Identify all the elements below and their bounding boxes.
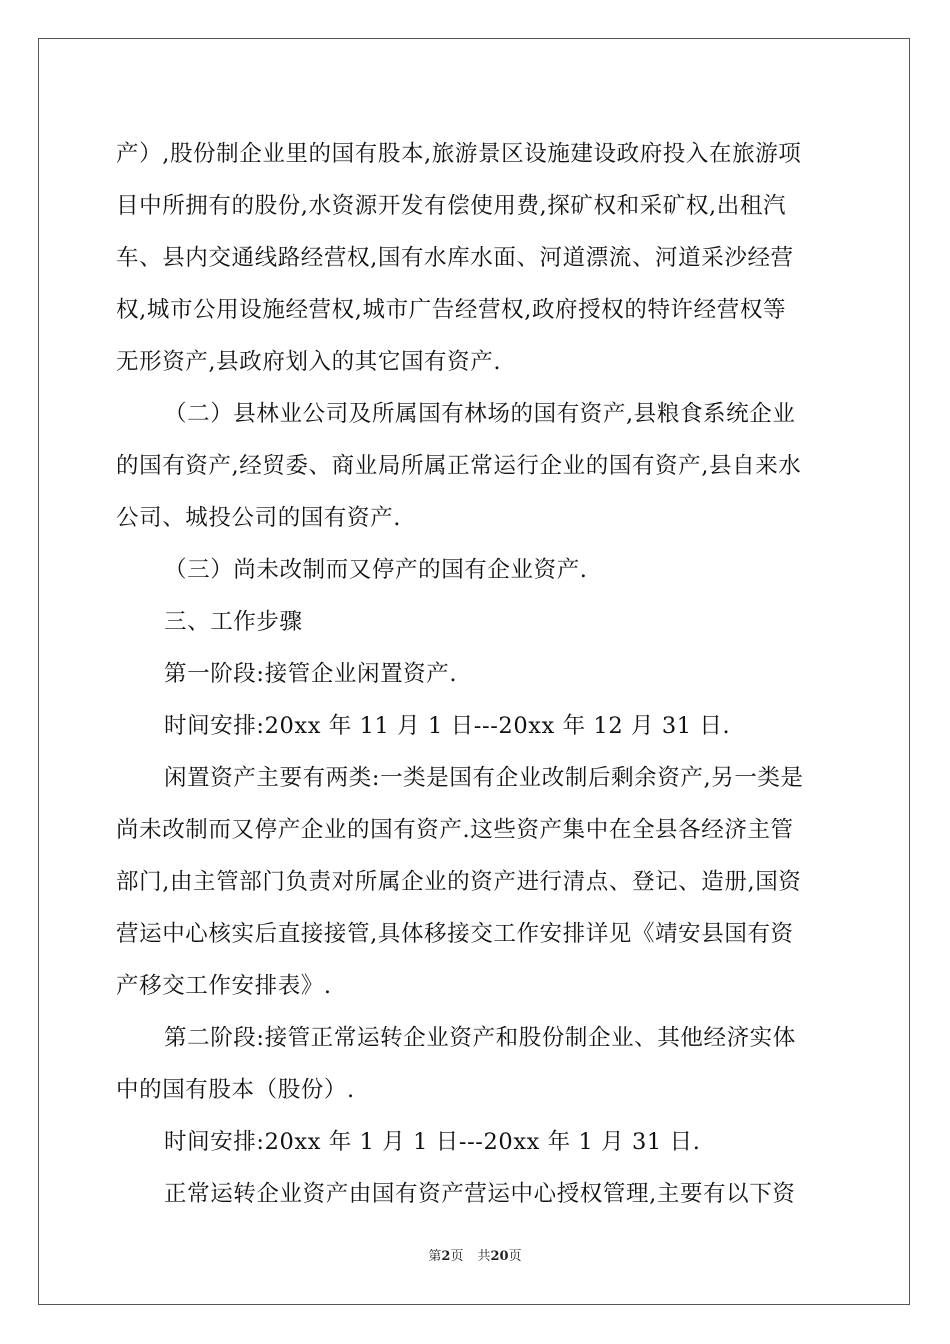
text-line: 部门,由主管部门负责对所属企业的资产进行清点、登记、造册,国资 xyxy=(116,869,802,895)
text-line: 产）,股份制企业里的国有股本,旅游景区设施建设政府投入在旅游项 xyxy=(116,141,802,167)
page-number-suffix: 页 xyxy=(450,1249,464,1264)
page-footer xyxy=(0,1247,950,1267)
text-line: 的国有资产,经贸委、商业局所属正常运行企业的国有资产,县自来水 xyxy=(116,453,802,479)
text-line: 营运中心核实后直接接管,具体移接交工作安排详见《靖安县国有资 xyxy=(116,921,794,947)
text-line: 车、县内交通线路经营权,国有水库水面、河道漂流、河道采沙经营 xyxy=(116,245,794,271)
text-line: 时间安排:20xx 年 11 月 1 日---20xx 年 12 月 31 日. xyxy=(164,713,731,739)
page-number-prefix: 第 xyxy=(428,1249,442,1264)
document-body xyxy=(116,128,836,1220)
text-line: 第一阶段:接管企业闲置资产. xyxy=(164,661,458,687)
text-line: 时间安排:20xx 年 1 月 1 日---20xx 年 1 月 31 日. xyxy=(164,1129,701,1155)
text-line: 无形资产,县政府划入的其它国有资产. xyxy=(116,349,502,375)
text-line: 正常运转企业资产由国有资产营运中心授权管理,主要有以下资 xyxy=(164,1181,796,1207)
page-total-prefix: 共 xyxy=(477,1249,491,1264)
text-line: （二）县林业公司及所属国有林场的国有资产,县粮食系统企业 xyxy=(164,401,796,427)
page-number-current: 2 xyxy=(441,1249,451,1264)
text-line: 尚未改制而又停产企业的国有资产.这些资产集中在全县各经济主管 xyxy=(116,817,794,843)
text-line: 中的国有股本（股份）. xyxy=(116,1077,355,1103)
text-line: 权,城市公用设施经营权,城市广告经营权,政府授权的特许经营权等 xyxy=(116,297,787,323)
page-total-count: 20 xyxy=(490,1249,509,1264)
text-line: 目中所拥有的股份,水资源开发有偿使用费,探矿权和采矿权,出租汽 xyxy=(116,193,787,219)
text-line: 第二阶段:接管正常运转企业资产和股份制企业、其他经济实体 xyxy=(164,1025,796,1051)
text-line: 产移交工作安排表》. xyxy=(116,973,332,999)
text-line: 三、工作步骤 xyxy=(164,609,303,635)
page-total-suffix: 页 xyxy=(508,1249,522,1264)
text-line: （三）尚未改制而又停产的国有企业资产. xyxy=(164,557,588,583)
text-line: 闲置资产主要有两类:一类是国有企业改制后剩余资产,另一类是 xyxy=(164,765,804,791)
text-line: 公司、城投公司的国有资产. xyxy=(116,505,401,531)
